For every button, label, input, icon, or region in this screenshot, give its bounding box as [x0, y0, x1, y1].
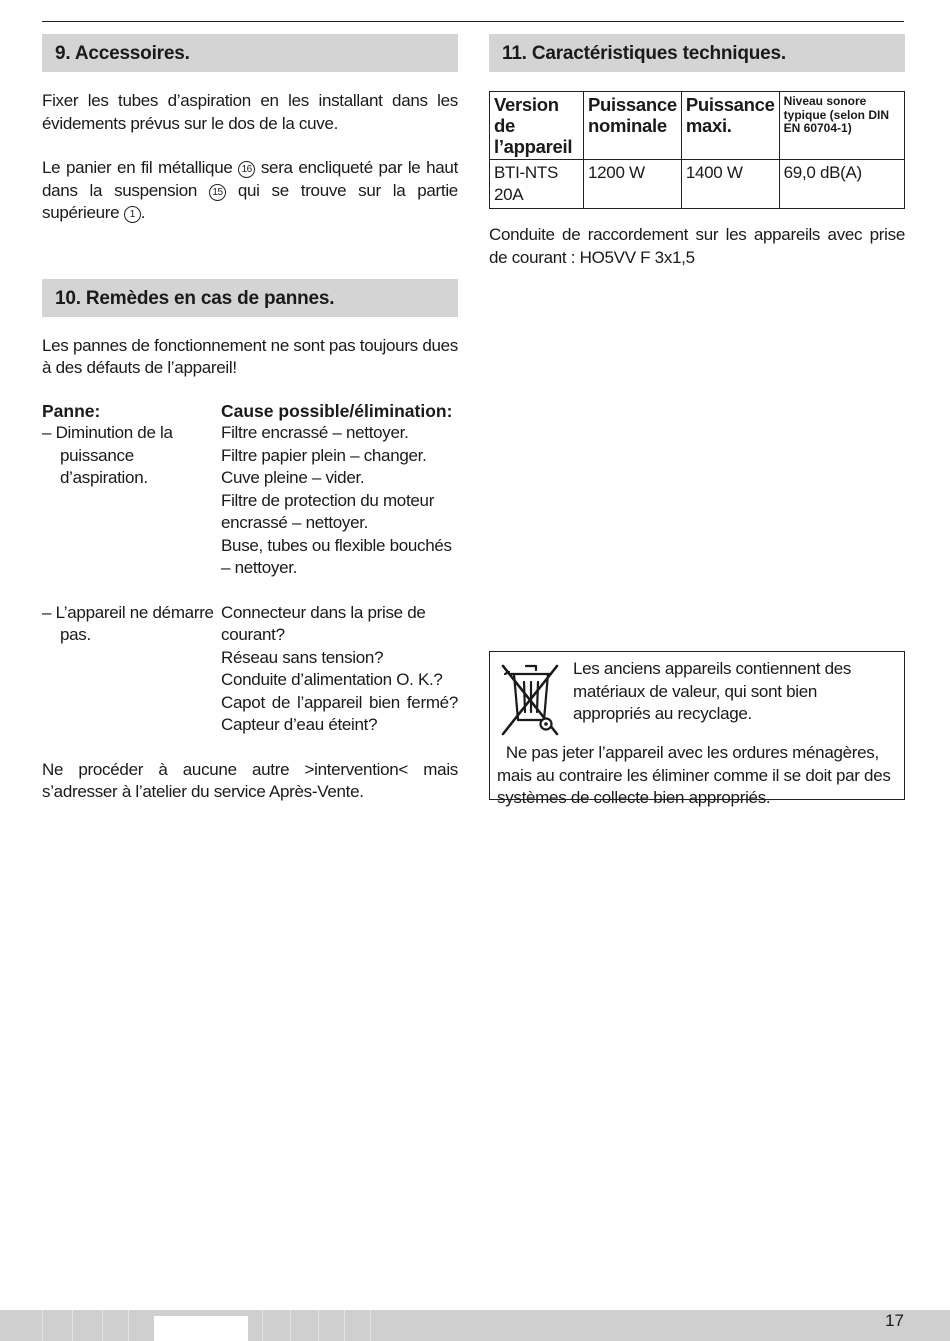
tech-cell-noise: 69,0 dB(A) — [779, 160, 904, 209]
troubleshooting-header — [42, 400, 458, 423]
tech-specs-data-row — [490, 160, 905, 209]
troubleshooting-problem: – Diminution de la puissance d’aspiration. — [42, 423, 173, 487]
recycling-text-1: Les anciens appareils contiennent des matériaux de valeur, qui sont bien appropriés au recyclage. — [573, 659, 852, 723]
section-heading-accessoires: 9. Accessoires. — [42, 34, 458, 72]
troubleshooting-row — [42, 602, 458, 737]
recycling-notice — [489, 651, 905, 807]
recycling-text-2: Ne pas jeter l’appareil avec les ordures ménagères, mais au contraire les éliminer comme il se doit par des systèmes de collecte bien appropriés. — [497, 743, 891, 807]
footer-white-block — [154, 1316, 248, 1341]
troubleshooting-causes — [221, 602, 458, 737]
troubleshooting-header-cause: Cause possible/élimination: — [221, 400, 453, 421]
accessoires-para-2-b: sera encliqueté par le haut dans la suspension — [42, 158, 458, 200]
accessoires-para-2-a: Le panier en fil métallique — [42, 158, 233, 177]
pannes-intro: Les pannes de fonctionnement ne sont pas toujours dues à des défauts de l’appareil! — [42, 335, 458, 377]
tech-cell-version: BTI-NTS 20A — [490, 160, 584, 209]
ref-15-marker: 15 — [209, 184, 226, 201]
footer-segment — [42, 1310, 43, 1341]
troubleshooting-problem: – L’appareil ne démarre pas. — [42, 602, 214, 644]
footer-segment — [72, 1310, 73, 1341]
pannes-closing: Ne procéder à aucune autre >intervention< mais s’adresser à l’atelier du service Après-Vente. — [42, 759, 458, 801]
tech-header-noise: Niveau sonore typique (selon DIN EN 60704-1) — [779, 92, 904, 160]
top-rule — [42, 21, 904, 22]
accessoires-para-2-d: . — [140, 203, 146, 222]
footer-segment — [344, 1310, 345, 1341]
cause-item: Conduite d’alimentation O. K.? — [221, 670, 443, 689]
right-column — [489, 34, 905, 269]
cause-item: Capteur d’eau éteint? — [221, 715, 378, 734]
left-column — [42, 34, 458, 804]
footer-segment — [290, 1310, 291, 1341]
ref-16-marker: 16 — [238, 161, 255, 178]
troubleshooting-causes — [221, 422, 458, 580]
footer-segment — [318, 1310, 319, 1341]
cause-item: Filtre encrassé – nettoyer. — [221, 423, 409, 442]
section-heading-pannes: 10. Remèdes en cas de pannes. — [42, 279, 458, 317]
footer-segment — [262, 1310, 263, 1341]
cause-item: Connecteur dans la prise de courant? — [221, 602, 426, 644]
tech-header-nominal: Puissance nominale — [584, 92, 682, 160]
crossed-out-wheelie-bin-icon — [499, 662, 561, 738]
cause-item: Cuve pleine – vider. — [221, 468, 365, 487]
tech-cable-note: Conduite de raccordement sur les appareils avec prise de courant : HO5VV F 3x1,5 — [489, 225, 905, 267]
cause-item: Filtre papier plein – changer. — [221, 445, 427, 465]
tech-header-max: Puissance maxi. — [681, 92, 779, 160]
accessoires-para-1: Fixer les tubes d’aspiration en les installant dans les évidements prévus sur le dos de la cuve. — [42, 91, 458, 133]
accessoires-para-2-c: qui se trouve sur la partie supérieure — [42, 180, 458, 222]
ref-1-marker: 1 — [124, 206, 141, 223]
cause-item: Buse, tubes ou flexible bouchés – nettoyer. — [221, 535, 452, 577]
section-heading-caracteristiques: 11. Caractéristiques techniques. — [489, 34, 905, 72]
tech-header-version: Version de l’appareil — [490, 92, 584, 160]
footer-segment — [128, 1310, 129, 1341]
cause-item: Réseau sans tension? — [221, 647, 384, 667]
tech-specs-table — [489, 91, 905, 209]
troubleshooting-row — [42, 422, 458, 580]
cause-item: Filtre de protection du moteur encrassé – nettoyer. — [221, 490, 435, 532]
accessoires-para-2 — [42, 157, 458, 225]
page-number: 17 — [885, 1311, 904, 1330]
cause-item: Capot de l’appareil bien fermé? — [221, 692, 458, 712]
troubleshooting-header-panne: Panne: — [42, 400, 101, 421]
footer-bar — [0, 1310, 950, 1341]
tech-cell-max: 1400 W — [681, 160, 779, 209]
footer-segment — [102, 1310, 103, 1341]
footer-segment — [370, 1310, 371, 1341]
tech-specs-header-row — [490, 92, 905, 160]
tech-cell-nominal: 1200 W — [584, 160, 682, 209]
